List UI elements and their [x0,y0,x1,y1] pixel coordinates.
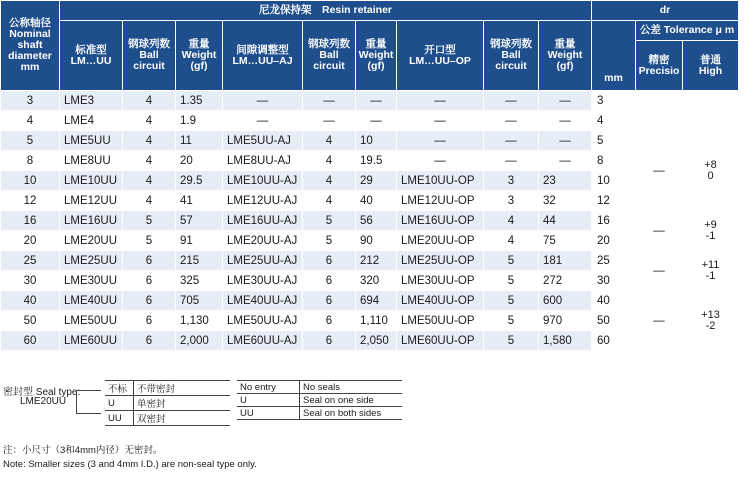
weight-cell: 10 [356,131,397,151]
ball-circuit-en-2: circuit [133,60,165,72]
open-model-cell: LME12UU-OP [397,191,484,211]
ball-circuit-cell: 5 [303,211,356,231]
table-body [1,91,739,351]
adjustable-model-cell: LME50UU-AJ [223,311,303,331]
seal-desc: 单密封 [134,396,231,411]
open-model-cell: — [397,91,484,111]
nominal-en-1: Nominal [9,28,51,40]
weight-cell: 56 [356,211,397,231]
precision-tolerance-cell: — [636,211,683,251]
tolerance-lower: -2 [705,319,716,332]
weight-header-3 [539,21,592,91]
standard-model-cell: LME50UU [60,311,123,331]
precision-tolerance-cell: — [636,251,683,291]
weight-cell: — [539,151,592,171]
note-cn: 注：小尺寸（3和4mm内径）无密封。 [3,445,163,456]
ball-circuit-cell: 6 [123,251,176,271]
tolerance-header: 公差 Tolerance μ m [636,21,739,41]
table-row [1,251,739,271]
open-model-cell: LME60UU-OP [397,331,484,351]
ball-circuit-cell: 4 [484,231,539,251]
nominal-diameter-cell: 40 [1,291,60,311]
standard-model-cell: LME8UU [60,151,123,171]
open-model-cell: LME30UU-OP [397,271,484,291]
note-en: Note: Smaller sizes (3 and 4mm I.D.) are non-seal type only. [3,459,257,470]
ball-circuit-cell: 5 [484,311,539,331]
tolerance-upper: +8 [704,158,717,171]
weight-cell: 970 [539,311,592,331]
weight-cn: 重量 [554,38,576,50]
weight-cn: 重量 [365,38,387,50]
weight-cell: 57 [176,211,223,231]
ball-circuit-cell: 5 [303,231,356,251]
bracket-line [76,390,101,414]
ball-circuit-cell: 5 [484,251,539,271]
adjustable-model-cell: LME10UU-AJ [223,171,303,191]
adjustable-model-cell: LME12UU-AJ [223,191,303,211]
nominal-cn: 公称轴径 [9,17,51,29]
weight-cell: 44 [539,211,592,231]
high-tolerance-cell [683,211,739,251]
dr-value-cell: 25 [592,251,636,271]
table-row [1,311,739,331]
weight-cell: 694 [356,291,397,311]
weight-cell: — [539,91,592,111]
dr-value-cell: 5 [592,131,636,151]
precision-tolerance-cell: — [636,131,683,211]
weight-cell: 11 [176,131,223,151]
dr-value-cell: 12 [592,191,636,211]
weight-cell: 23 [539,171,592,191]
seal-row [105,411,230,426]
seal-desc: Seal on both sides [300,407,403,420]
nominal-diameter-cell: 12 [1,191,60,211]
dr-value-cell: 60 [592,331,636,351]
open-model-cell: LME20UU-OP [397,231,484,251]
weight-cell: 1,130 [176,311,223,331]
nominal-diameter-cell: 30 [1,271,60,291]
table-row [1,171,739,191]
table-row [1,331,739,351]
weight-cell: 75 [539,231,592,251]
ball-circuit-cell: 6 [123,291,176,311]
weight-cell: — [356,111,397,131]
open-model-cell: LME40UU-OP [397,291,484,311]
ball-circuit-cn: 钢球列数 [128,38,170,50]
weight-cell: 600 [539,291,592,311]
weight-cell: 320 [356,271,397,291]
standard-model-cell: LME12UU [60,191,123,211]
nominal-unit: mm [20,61,40,73]
weight-unit: (gf) [367,60,385,72]
precision-tolerance-cell: — [636,291,683,351]
adjustable-model-cell: LME20UU-AJ [223,231,303,251]
tolerance-lower: 0 [707,169,714,182]
ball-circuit-cell: 4 [303,131,356,151]
dr-value-cell: 50 [592,311,636,331]
seal-model: LME20UU [20,396,67,407]
standard-model-cell: LME40UU [60,291,123,311]
ball-circuit-cell: 4 [123,131,176,151]
ball-circuit-cell: 4 [123,151,176,171]
ball-circuit-cell: 5 [484,331,539,351]
ball-circuit-cell: 4 [123,191,176,211]
ball-circuit-cn: 钢球列数 [308,38,350,50]
nominal-en-2: shaft [17,39,43,51]
table-row [1,291,739,311]
seal-row [105,381,230,396]
dr-value-cell: 30 [592,271,636,291]
weight-cell: 2,050 [356,331,397,351]
ball-circuit-en-1: Ball [501,49,521,61]
seal-code: UU [237,407,300,420]
seal-code: 不标 [105,381,134,396]
nominal-diameter-cell: 5 [1,131,60,151]
weight-cell: 20 [176,151,223,171]
weight-cell: — [539,111,592,131]
table-row [1,191,739,211]
weight-cell: 40 [356,191,397,211]
open-model-cell: LME10UU-OP [397,171,484,191]
standard-model-cell: LME16UU [60,211,123,231]
adjustable-model-cell: — [223,111,303,131]
weight-cell: 19.5 [356,151,397,171]
seal-type-legend [0,380,750,440]
adjustable-model-cell: LME5UU-AJ [223,131,303,151]
weight-cell: 705 [176,291,223,311]
table-row [1,131,739,151]
ball-circuit-cell: 4 [303,171,356,191]
seal-row [237,407,402,420]
weight-cell: — [539,131,592,151]
ball-circuit-cell: 6 [303,291,356,311]
weight-cell: 272 [539,271,592,291]
ball-circuit-cell: 6 [303,311,356,331]
ball-circuit-cell: 5 [123,211,176,231]
adjustable-model-cell: LME16UU-AJ [223,211,303,231]
weight-header-1 [176,21,223,91]
weight-cell: 325 [176,271,223,291]
standard-model-cell: LME10UU [60,171,123,191]
nominal-diameter-cell: 4 [1,111,60,131]
weight-cell: 1,110 [356,311,397,331]
weight-cell: 1.35 [176,91,223,111]
ball-circuit-cell: 6 [123,271,176,291]
ball-circuit-cell: 4 [303,151,356,171]
table-row [1,91,739,111]
open-cn: 开口型 [424,43,456,56]
tolerance-upper: +11 [701,258,720,271]
adjustable-model-cell: LME40UU-AJ [223,291,303,311]
weight-cell: 1.9 [176,111,223,131]
high-header [683,41,739,91]
dr-value-cell: 40 [592,291,636,311]
seal-desc: 不带密封 [134,381,231,396]
standard-model-cell: LME3 [60,91,123,111]
precision-cn: 精密 [648,53,670,66]
ball-circuit-en-2: circuit [495,60,527,72]
dr-value-cell: 16 [592,211,636,231]
standard-model-cell: LME20UU [60,231,123,251]
open-model-cell: — [397,151,484,171]
adjustable-model-cell: LME8UU-AJ [223,151,303,171]
weight-cell: 29.5 [176,171,223,191]
seal-table-cn [105,380,230,426]
open-model-cell: LME50UU-OP [397,311,484,331]
open-model-cell: LME16UU-OP [397,211,484,231]
standard-model-cell: LME25UU [60,251,123,271]
tolerance-upper: +9 [704,218,717,231]
ball-circuit-cell: 6 [303,251,356,271]
ball-circuit-cell: 3 [484,171,539,191]
nominal-diameter-cell: 3 [1,91,60,111]
high-cn: 普通 [700,53,721,66]
nominal-diameter-header [1,1,60,91]
ball-circuit-cell: 4 [303,191,356,211]
adjustable-cn: 间隙调整型 [236,43,289,56]
adjustable-model-cell: LME60UU-AJ [223,331,303,351]
ball-circuit-cell: 6 [123,331,176,351]
weight-cell: 91 [176,231,223,251]
open-model-cell: — [397,111,484,131]
seal-desc: Seal on one side [300,394,403,407]
weight-cn: 重量 [188,38,210,50]
seal-desc: 双密封 [134,411,231,426]
weight-en: Weight [358,49,394,61]
weight-cell: — [356,91,397,111]
high-tolerance-cell [683,291,739,351]
adjustable-type-header [223,21,303,91]
ball-circuit-en-1: Ball [139,49,159,61]
dr-unit-header: mm [592,21,636,91]
adjustable-model-cell: LME25UU-AJ [223,251,303,271]
seal-code: UU [105,411,134,426]
seal-row [237,394,402,407]
weight-en: Weight [547,49,583,61]
ball-circuit-cell: — [484,131,539,151]
dr-value-cell: 20 [592,231,636,251]
standard-model-cell: LME30UU [60,271,123,291]
ball-circuit-header-1 [123,21,176,91]
weight-cell: 181 [539,251,592,271]
ball-circuit-cell: 3 [484,191,539,211]
open-model-cell: — [397,131,484,151]
footnotes [3,444,257,472]
nominal-diameter-cell: 60 [1,331,60,351]
weight-en: Weight [181,49,217,61]
adjustable-model: LM…UU–AJ [232,54,293,67]
nominal-diameter-cell: 10 [1,171,60,191]
standard-model: LM…UU [70,54,112,67]
weight-cell: 1,580 [539,331,592,351]
ball-circuit-cell: 6 [123,311,176,331]
adjustable-model-cell: LME30UU-AJ [223,271,303,291]
table-row [1,111,739,131]
open-model: LM…UU–OP [409,54,471,67]
standard-model-cell: LME60UU [60,331,123,351]
dr-value-cell: 3 [592,91,636,111]
high-tolerance-cell [683,251,739,291]
precision-header [636,41,683,91]
nominal-en-3: diameter [8,50,52,62]
precision-en: Precisio [638,64,680,77]
nominal-diameter-cell: 25 [1,251,60,271]
dr-value-cell: 10 [592,171,636,191]
weight-cell: 2,000 [176,331,223,351]
ball-circuit-cell: 5 [123,231,176,251]
dr-header: dr [592,1,739,21]
seal-title: 密封型 Seal type: [3,387,81,398]
table-row [1,211,739,231]
ball-circuit-cn: 钢球列数 [490,38,532,50]
ball-circuit-cell: 5 [484,291,539,311]
ball-circuit-cell: — [303,111,356,131]
tolerance-lower: -1 [705,269,716,282]
tolerance-lower: -1 [705,229,716,242]
weight-cell: 215 [176,251,223,271]
weight-header-2 [356,21,397,91]
open-model-cell: LME25UU-OP [397,251,484,271]
seal-code: U [237,394,300,407]
ball-circuit-cell: 5 [484,271,539,291]
standard-type-header [60,21,123,91]
ball-circuit-en-2: circuit [313,60,345,72]
weight-cell: 90 [356,231,397,251]
ball-circuit-cell: — [303,91,356,111]
seal-table-en [237,380,402,420]
seal-row [105,396,230,411]
seal-row [237,381,402,394]
nominal-diameter-cell: 20 [1,231,60,251]
standard-cn: 标准型 [75,43,107,56]
weight-unit: (gf) [190,60,208,72]
weight-cell: 41 [176,191,223,211]
ball-circuit-cell: — [484,111,539,131]
seal-code: No entry [237,381,300,394]
standard-model-cell: LME4 [60,111,123,131]
tolerance-upper: +13 [701,308,720,321]
ball-circuit-cell: 6 [303,271,356,291]
ball-circuit-cell: 4 [123,111,176,131]
high-tolerance-cell [683,131,739,211]
ball-circuit-cell: 4 [123,91,176,111]
seal-code: U [105,396,134,411]
ball-circuit-header-2 [303,21,356,91]
ball-circuit-header-3 [484,21,539,91]
nominal-diameter-cell: 8 [1,151,60,171]
high-en: High [698,64,723,77]
weight-unit: (gf) [556,60,574,72]
table-row [1,231,739,251]
dr-value-cell: 8 [592,151,636,171]
ball-circuit-cell: — [484,91,539,111]
weight-cell: 212 [356,251,397,271]
adjustable-model-cell: — [223,91,303,111]
weight-cell: 29 [356,171,397,191]
nominal-diameter-cell: 50 [1,311,60,331]
standard-model-cell: LME5UU [60,131,123,151]
ball-circuit-cell: 6 [303,331,356,351]
ball-circuit-en-1: Ball [319,49,339,61]
dr-value-cell: 4 [592,111,636,131]
resin-retainer-header: 尼龙保持架 Resin retainer [60,1,592,21]
table-row [1,271,739,291]
weight-cell: 32 [539,191,592,211]
ball-circuit-cell: — [484,151,539,171]
ball-circuit-cell: 4 [484,211,539,231]
seal-desc: No seals [300,381,403,394]
table-row [1,151,739,171]
open-type-header [397,21,484,91]
ball-circuit-cell: 4 [123,171,176,191]
nominal-diameter-cell: 16 [1,211,60,231]
